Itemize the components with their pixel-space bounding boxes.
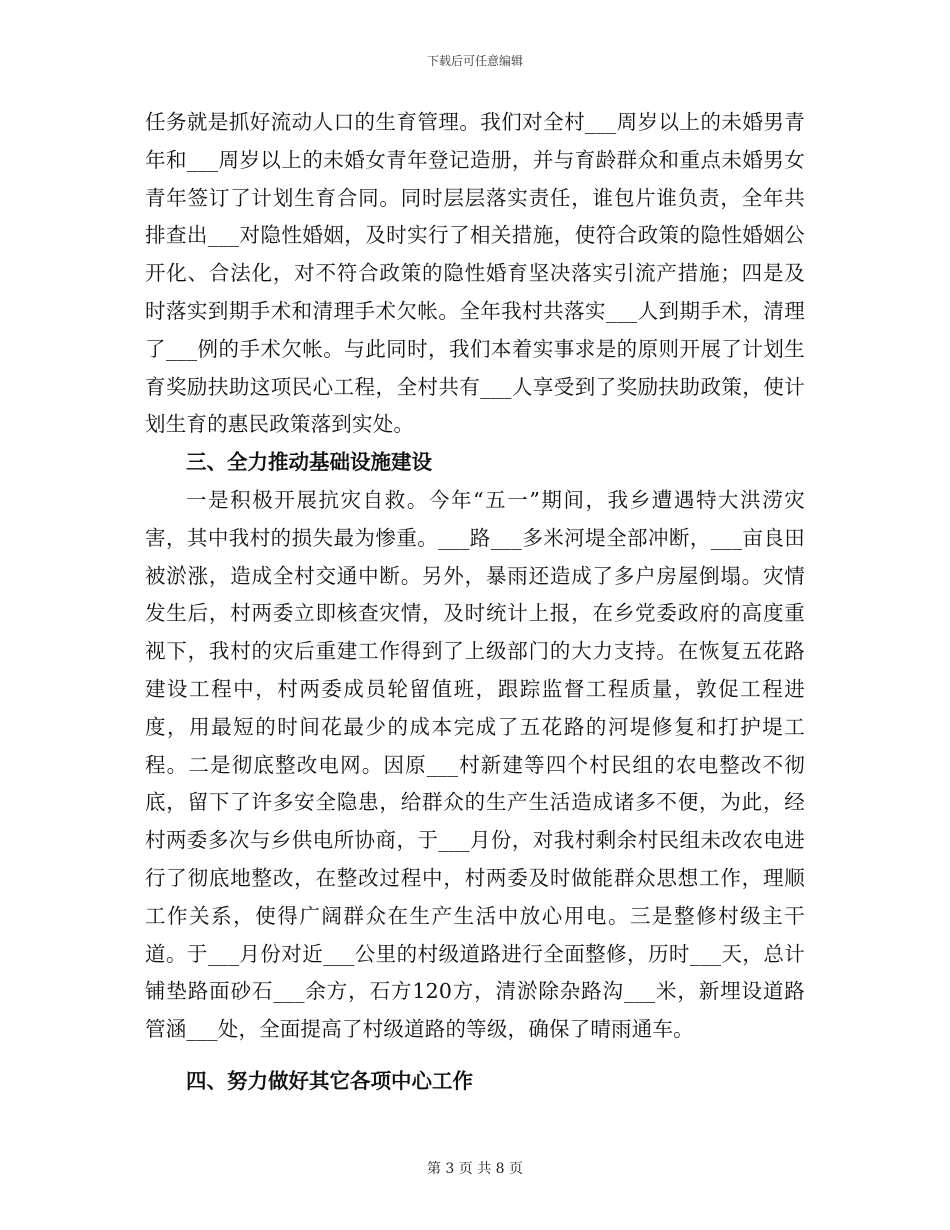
page-number-footer: 第 3 页 共 8 页 bbox=[426, 1161, 524, 1177]
paragraph-infrastructure: 一是积极开展抗灾自救。今年“五一”期间，我乡遭遇特大洪涝灾害，其中我村的损失最为惨重。___路___多米河堤全部冲断，___亩良田被淤涨，造成全村交通中断。另外，暴雨还造成了多户房屋倒塌。灾情发生后，村两委立即核查灾情，及时统计上报，在乡党委政府的高度重视下，我村的灾后重建工作得到了上级部门的大力支持。在恢复五花路建设工程中，村两委成员轮留值班，跟踪监督工程质量，敦促工程进度，用最短的时间花最少的成本完成了五花路的河堤修复和打护堤工程。二是彻底整改电网。因原___村新建等四个村民组的农电整改不彻底，留下了许多安全隐患，给群众的生产生活造成诸多不便，为此，经村两委多次与乡供电所协商，于___月份，对我村剩余村民组未改农电进行了彻底地整改，在整改过程中，村两委及时做能群众思想工作，理顺工作关系，使得广阔群众在生产生活中放心用电。三是整修村级主干道。于___月份对近___公里的村级道路进行全面整修，历时___天，总计铺垫路面砂石___余方，石方120方，清淤除杂路沟___米，新埋设道路管涵___处，全面提高了村级道路的等级，确保了晴雨通车。 bbox=[145, 487, 805, 1042]
document-body bbox=[145, 104, 805, 1101]
section-heading-4: 四、努力做好其它各项中心工作 bbox=[186, 1068, 473, 1093]
paragraph-family-planning: 任务就是抓好流动人口的生育管理。我们对全村___周岁以上的未婚男青年和___周岁以上的未婚女青年登记造册，并与育龄群众和重点未婚男女青年签订了计划生育合同。同时层层落实责任，谁包片谁负责，全年共排查出___对隐性婚姻，及时实行了相关措施，使符合政策的隐性婚姻公开化、合法化，对不符合政策的隐性婚育坚决落实引流产措施；四是及时落实到期手术和清理手术欠帐。全年我村共落实___人到期手术，清理了___例的手术欠帐。与此同时，我们本着实事求是的原则开展了计划生育奖励扶助这项民心工程，全村共有___人享受到了奖励扶助政策，使计划生育的惠民政策落到实处。 bbox=[145, 110, 805, 437]
section-heading-3: 三、全力推动基础设施建设 bbox=[186, 450, 432, 475]
page-header-note: 下载后可任意编辑 bbox=[426, 54, 523, 68]
